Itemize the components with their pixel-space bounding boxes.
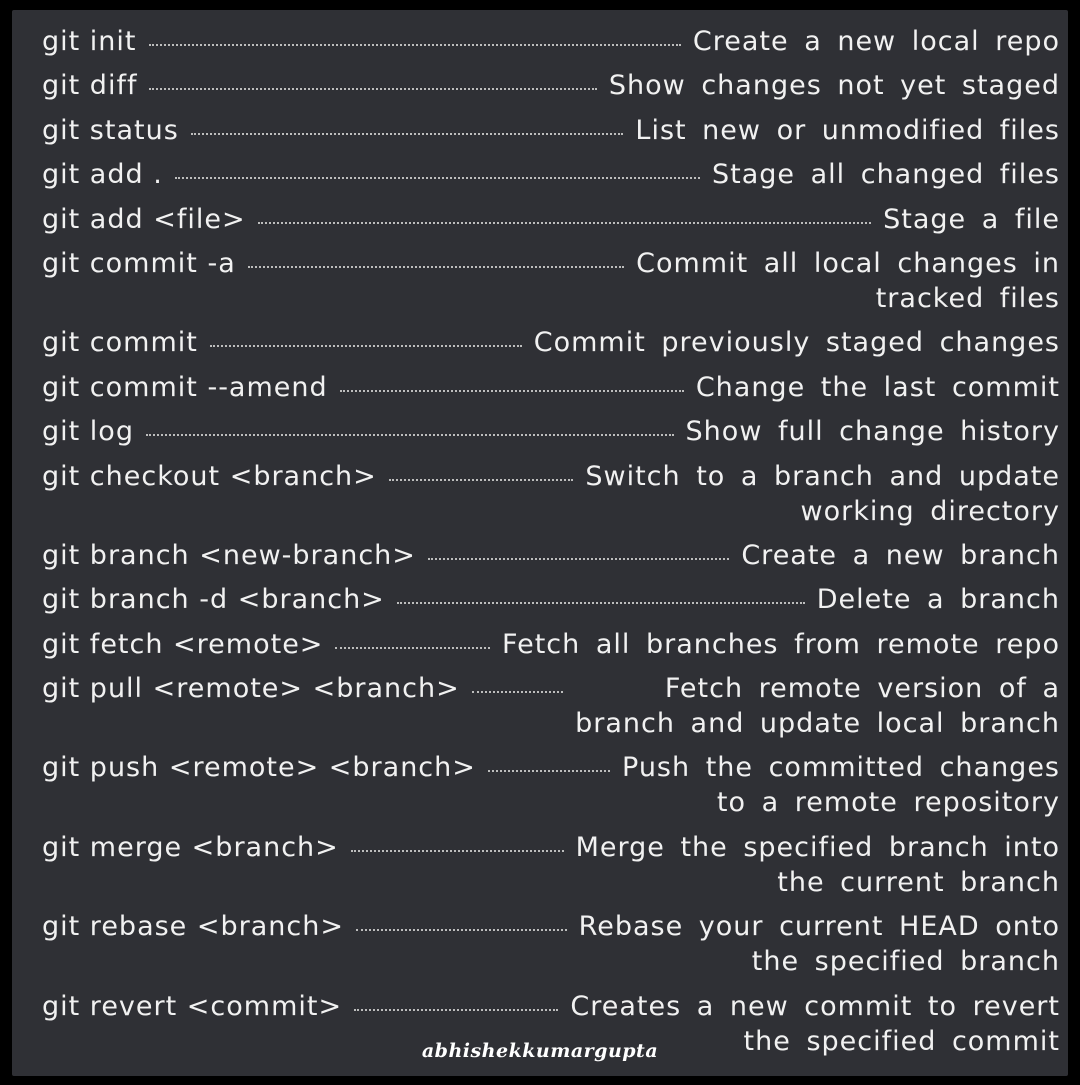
command-description: Create a new branch bbox=[741, 539, 1060, 571]
dotted-leader bbox=[395, 582, 807, 617]
command-description: Switch to a branch and update working directory bbox=[585, 460, 1060, 527]
dotted-leader bbox=[333, 627, 492, 662]
cheat-sheet-panel bbox=[12, 10, 1068, 1076]
command-row bbox=[42, 370, 1060, 414]
watermark: abhishekkumargupta bbox=[421, 1040, 659, 1062]
command-description: Merge the specified branch into the current branch bbox=[575, 831, 1060, 898]
dotted-leader bbox=[338, 370, 686, 405]
command-name: git commit -a bbox=[42, 247, 236, 279]
command-row bbox=[42, 414, 1060, 458]
dotted-leader bbox=[256, 202, 874, 237]
command-name: git add <file> bbox=[42, 203, 246, 235]
command-description: Stage all changed files bbox=[711, 159, 1060, 191]
dotted-leader bbox=[354, 909, 569, 944]
command-row bbox=[42, 246, 1060, 325]
command-description: Fetch all branches from remote repo bbox=[502, 628, 1060, 660]
dotted-leader bbox=[208, 325, 524, 360]
command-row bbox=[42, 538, 1060, 582]
command-row bbox=[42, 113, 1060, 157]
command-name: git pull <remote> <branch> bbox=[42, 673, 460, 705]
command-list bbox=[42, 24, 1060, 1068]
command-row bbox=[42, 909, 1060, 988]
dotted-leader bbox=[470, 671, 565, 706]
dotted-leader bbox=[426, 538, 731, 573]
command-row bbox=[42, 627, 1060, 671]
dotted-leader bbox=[189, 113, 626, 148]
dotted-leader bbox=[246, 246, 626, 281]
command-name: git revert <commit> bbox=[42, 990, 343, 1022]
command-description: Fetch remote version of a branch and update local branch bbox=[575, 673, 1060, 740]
command-description: Show changes not yet staged bbox=[608, 70, 1060, 102]
command-name: git add . bbox=[42, 159, 163, 191]
dotted-leader bbox=[147, 68, 598, 103]
command-row bbox=[42, 157, 1060, 201]
dotted-leader bbox=[349, 830, 566, 865]
command-name: git commit bbox=[42, 327, 198, 359]
command-row bbox=[42, 459, 1060, 538]
command-row bbox=[42, 68, 1060, 112]
command-name: git commit --amend bbox=[42, 371, 328, 403]
command-name: git branch -d <branch> bbox=[42, 584, 385, 616]
command-name: git branch <new-branch> bbox=[42, 539, 416, 571]
command-description: Commit previously staged changes bbox=[533, 327, 1060, 359]
command-name: git rebase <branch> bbox=[42, 911, 344, 943]
command-row bbox=[42, 325, 1060, 369]
command-name: git diff bbox=[42, 70, 138, 102]
dotted-leader bbox=[352, 989, 560, 1024]
command-description: Push the committed changes to a remote repository bbox=[622, 752, 1060, 819]
command-row bbox=[42, 830, 1060, 909]
command-description: Delete a branch bbox=[816, 584, 1060, 616]
dotted-leader bbox=[144, 414, 676, 449]
command-name: git log bbox=[42, 416, 134, 448]
command-description: Create a new local repo bbox=[692, 26, 1060, 57]
command-description: Commit all local changes in tracked files bbox=[636, 247, 1060, 314]
dotted-leader bbox=[486, 750, 612, 785]
command-name: git init bbox=[42, 26, 137, 57]
dotted-leader bbox=[173, 157, 702, 192]
command-row bbox=[42, 202, 1060, 246]
command-name: git push <remote> <branch> bbox=[42, 752, 476, 784]
dotted-leader bbox=[147, 24, 683, 59]
command-name: git checkout <branch> bbox=[42, 460, 377, 492]
command-name: git fetch <remote> bbox=[42, 628, 324, 660]
command-description: List new or unmodified files bbox=[635, 114, 1060, 146]
command-description: Show full change history bbox=[685, 416, 1060, 448]
command-description: Rebase your current HEAD onto the specified branch bbox=[578, 911, 1060, 978]
command-row bbox=[42, 582, 1060, 626]
command-description: Stage a file bbox=[883, 203, 1060, 235]
dotted-leader bbox=[387, 459, 576, 494]
command-name: git status bbox=[42, 114, 179, 146]
command-row bbox=[42, 750, 1060, 829]
command-row bbox=[42, 24, 1060, 68]
command-name: git merge <branch> bbox=[42, 831, 339, 863]
command-description: Change the last commit bbox=[695, 371, 1060, 403]
command-row bbox=[42, 671, 1060, 750]
command-description: Creates a new commit to revert the specified commit bbox=[570, 990, 1060, 1057]
